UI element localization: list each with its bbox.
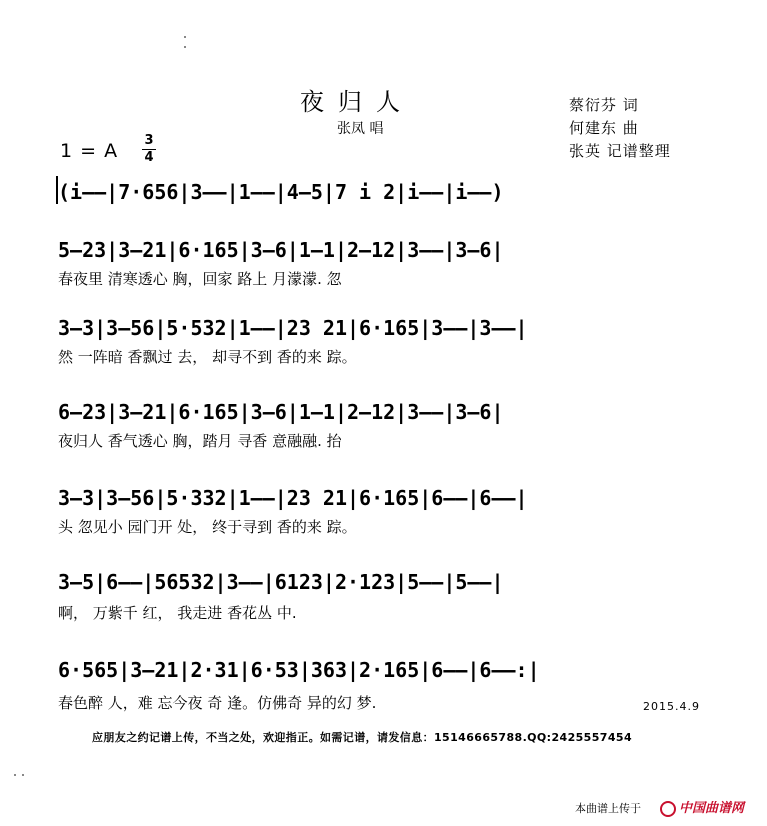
- score-row-1-notes: (i——|7·656|3——|1——|4—5|7 i 2|i——|i——): [58, 180, 504, 204]
- site-logo-text: 中国曲谱网: [679, 801, 745, 816]
- page-title: 夜归人: [300, 88, 414, 116]
- time-signature-bottom: 4: [142, 149, 156, 166]
- score-row-2-notes: 5—23|3—21|6·165|3—6|1—1|2—12|3——|3—6|: [58, 238, 504, 262]
- time-signature: [142, 133, 156, 166]
- time-signature-top: 3: [144, 133, 154, 148]
- composer-credit: 何建东 曲: [569, 119, 639, 137]
- lyricist-credit: 蔡衍芬 词: [569, 96, 639, 114]
- score-row-4-lyrics: 夜归人 香气透心 胸，踏月 寻香 意融融. 抬: [58, 432, 342, 450]
- score-row-7-notes: 6·565|3—21|2·31|6·53|363|2·165|6——|6——:|: [58, 658, 540, 682]
- score-row-7-lyrics: 春色醉 人，难 忘今夜 奇 逢。仿佛奇 异的幻 梦.: [58, 694, 377, 712]
- score-row-3-lyrics: 然 一阵暗 香飘过 去， 却寻不到 香的来 踪。: [58, 348, 357, 366]
- site-logo[interactable]: [660, 797, 744, 817]
- score-row-4-notes: 6—23|3—21|6·165|3—6|1—1|2—12|3——|3—6|: [58, 400, 504, 424]
- score-date: 2015.4.9: [643, 700, 700, 713]
- score-row-5-lyrics: 头 忽见小 园门开 处， 终于寻到 香的来 踪。: [58, 518, 357, 536]
- site-logo-icon: [660, 801, 676, 817]
- score-row-3-notes: 3—3|3—56|5·532|1——|23 21|6·165|3——|3——|: [58, 316, 528, 340]
- key-signature: 1 = A: [60, 140, 119, 162]
- footer-notice: 应朋友之约记谱上传，不当之处，欢迎指正。如需记谱，请发信息：15146665788.QQ:2425557454: [92, 731, 633, 744]
- score-row-6-lyrics: 啊， 万紫千 红， 我走进 香花丛 中.: [58, 604, 297, 622]
- transcriber-credit: 张英 记谱整理: [569, 142, 671, 160]
- score-row-6-notes: 3—5|6——|56532|3——|6123|2·123|5——|5——|: [58, 570, 504, 594]
- upload-label: 本曲谱上传于: [575, 802, 641, 815]
- score-row-5-notes: 3—3|3—56|5·332|1——|23 21|6·165|6——|6——|: [58, 486, 528, 510]
- score-row-2-lyrics: 春夜里 清寒透心 胸，回家 路上 月濛濛. 忽: [58, 270, 342, 288]
- singer-credit: 张凤 唱: [337, 121, 384, 137]
